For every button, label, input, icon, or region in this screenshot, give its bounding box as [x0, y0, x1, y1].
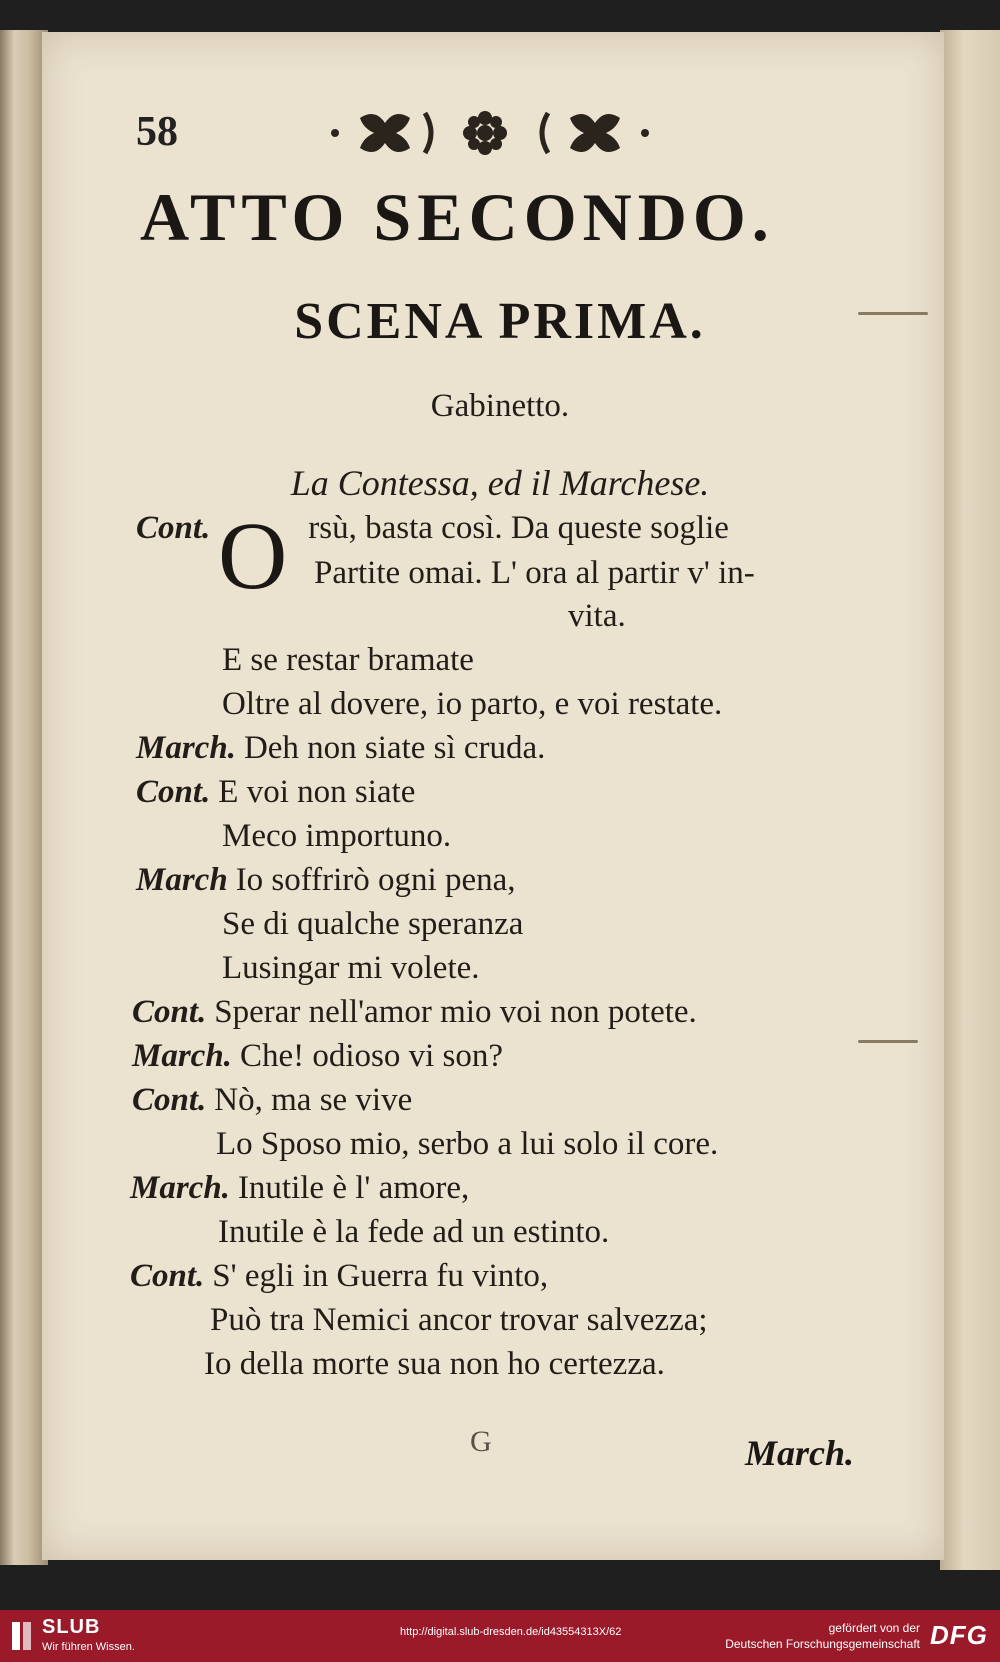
line-text: Lo Sposo mio, serbo a lui solo il core. [216, 1126, 719, 1162]
line-text: Meco importuno. [222, 818, 452, 854]
scene-title: SCENA PRIMA. [294, 293, 706, 350]
dialogue-line [136, 862, 516, 899]
line-text: Lusingar mi volete. [222, 950, 480, 986]
dialogue-line [568, 598, 626, 635]
line-text: E se restar bramate [222, 642, 474, 678]
dialogue-line [222, 818, 451, 855]
catchword: March. [745, 1433, 855, 1473]
dialogue-line [216, 1126, 718, 1163]
dialogue-line [130, 1258, 548, 1295]
line-text: E voi non siate [218, 774, 416, 810]
dialogue-line [222, 642, 474, 679]
dialogue-line [222, 686, 722, 723]
permalink-url[interactable]: http://digital.slub-dresden.de/id43554313X/62 [400, 1626, 622, 1638]
line-text: Se di qualche speranza [222, 906, 524, 942]
funding-note [700, 1620, 920, 1652]
dialogue-line [210, 1302, 708, 1339]
line-text: Partite omai. L' ora al partir v' in- [314, 555, 755, 591]
line-text: Nò, ma se vive [214, 1082, 413, 1118]
line-text: Io soffrirò ogni pena, [235, 862, 516, 898]
library-name[interactable]: SLUB [42, 1616, 101, 1638]
speaker-label: Cont. [136, 510, 211, 546]
signature-mark: G [470, 1425, 492, 1458]
speaker-label: March. [136, 730, 236, 766]
dialogue-line [136, 510, 729, 547]
dialogue-line [132, 994, 697, 1031]
drop-cap: O [218, 502, 288, 609]
dialogue-line [132, 1082, 412, 1119]
line-text: Io della morte sua non ho certezza. [204, 1346, 665, 1382]
slub-logo-icon[interactable] [10, 1618, 34, 1654]
speaker-label: March. [130, 1170, 230, 1206]
speaker-label: Cont. [130, 1258, 205, 1294]
line-text: S' egli in Guerra fu vinto, [212, 1258, 549, 1294]
line-text: Deh non siate sì cruda. [243, 730, 546, 766]
dialogue-line [130, 1170, 469, 1207]
dialogue-line [132, 1038, 503, 1075]
speaker-label: Cont. [132, 1082, 207, 1118]
line-text: Oltre al dovere, io parto, e voi restate. [222, 686, 723, 722]
dialogue-line [218, 1214, 609, 1251]
dialogue-line [222, 950, 480, 987]
speaker-label: March. [132, 1038, 232, 1074]
characters-heading: La Contessa, ed il Marchese. [290, 463, 710, 503]
footer-bar [0, 1610, 1000, 1662]
line-text: Inutile è la fede ad un estinto. [218, 1214, 610, 1250]
act-title: ATTO SECONDO. [140, 179, 775, 255]
dialogue-line [204, 1346, 665, 1383]
speaker-label: March [136, 862, 228, 898]
dialogue-line [222, 906, 523, 943]
funding-line-2: Deutschen Forschungsgemeinschaft [725, 1637, 920, 1651]
line-text: Che! odioso vi son? [239, 1038, 504, 1074]
funding-line-1: gefördert von der [828, 1621, 920, 1635]
line-text: rsù, basta così. Da queste soglie [308, 510, 729, 546]
dialogue-line [314, 555, 755, 592]
speaker-label: Cont. [132, 994, 207, 1030]
speaker-label: Cont. [136, 774, 211, 810]
dialogue-line [136, 730, 545, 767]
library-tagline: Wir führen Wissen. [42, 1641, 135, 1653]
page-number: 58 [136, 109, 178, 155]
dialogue-line [136, 774, 415, 811]
line-text: vita. [568, 598, 626, 634]
dfg-logo[interactable]: DFG [930, 1620, 988, 1650]
line-text: Sperar nell'amor mio voi non potete. [214, 994, 697, 1030]
line-text: Può tra Nemici ancor trovar salvezza; [210, 1302, 708, 1338]
setting-heading: Gabinetto. [430, 388, 570, 424]
line-text: Inutile è l' amore, [237, 1170, 470, 1206]
